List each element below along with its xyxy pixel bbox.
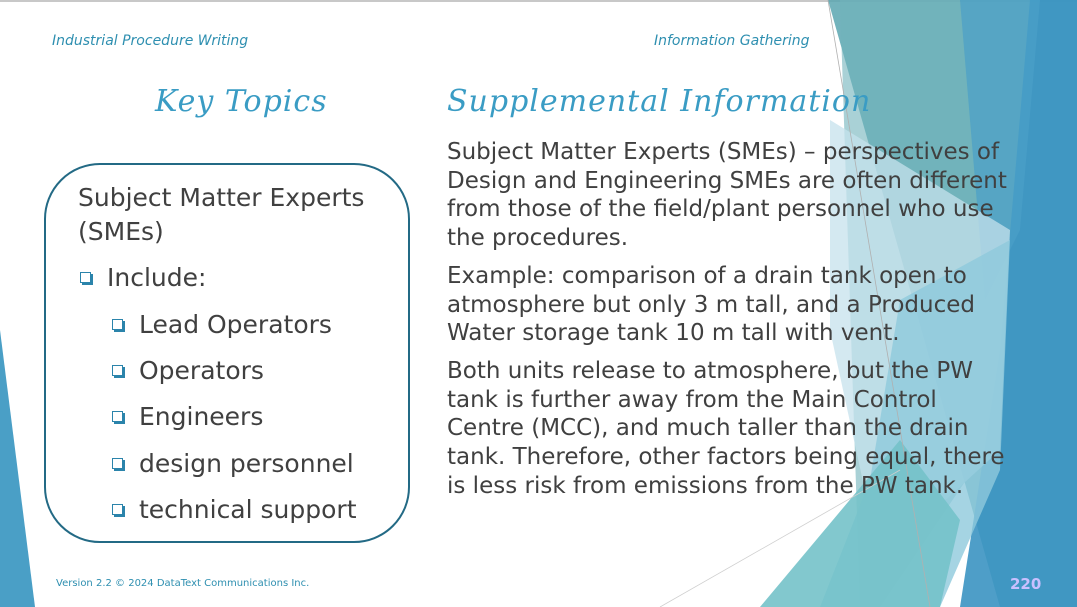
list-item-label: Include: [107, 263, 207, 292]
list-item [112, 310, 332, 339]
key-topics-heading: Key Topics [155, 84, 328, 119]
page-number: 220 [1010, 575, 1042, 593]
checkbox-bullet-icon [80, 272, 91, 283]
key-topics-box [44, 163, 410, 543]
paragraph: Both units release to atmosphere, but the PW tank is further away from the Main Control Centre (MCC), and much taller than the drain tank. Therefore, other factors being equal, there is less risk from emissions from the PW tank. [447, 357, 1005, 499]
version-footer: Version 2.2 © 2024 DataText Communications Inc. [56, 578, 310, 589]
list-item-label: technical support [139, 495, 357, 524]
checkbox-bullet-icon [112, 411, 123, 422]
list-item-label: Engineers [139, 402, 264, 431]
list-item [112, 495, 357, 524]
list-item [112, 356, 264, 385]
course-title: Industrial Procedure Writing [52, 33, 249, 49]
supplemental-heading: Supplemental Information [447, 84, 872, 119]
list-item-label: Operators [139, 356, 264, 385]
list-item-label: design personnel [139, 449, 354, 478]
section-title: Information Gathering [654, 33, 810, 49]
checkbox-bullet-icon [112, 504, 123, 515]
list-item [112, 402, 263, 431]
paragraph: Example: comparison of a drain tank open to atmosphere but only 3 m tall, and a Produced Water storage tank 10 m tall with vent. [447, 262, 976, 347]
paragraph: Subject Matter Experts (SMEs) – perspectives of Design and Engineering SMEs are often different from those of the field/plant personnel who use the procedures. [447, 139, 1007, 252]
list-item-label: Lead Operators [139, 310, 332, 339]
list-item [112, 449, 354, 478]
checkbox-bullet-icon [112, 319, 123, 330]
key-topics-title: Subject Matter Experts (SMEs) [78, 183, 365, 246]
list-item [80, 263, 206, 292]
checkbox-bullet-icon [112, 458, 123, 469]
checkbox-bullet-icon [112, 365, 123, 376]
supplemental-body [447, 138, 1007, 509]
